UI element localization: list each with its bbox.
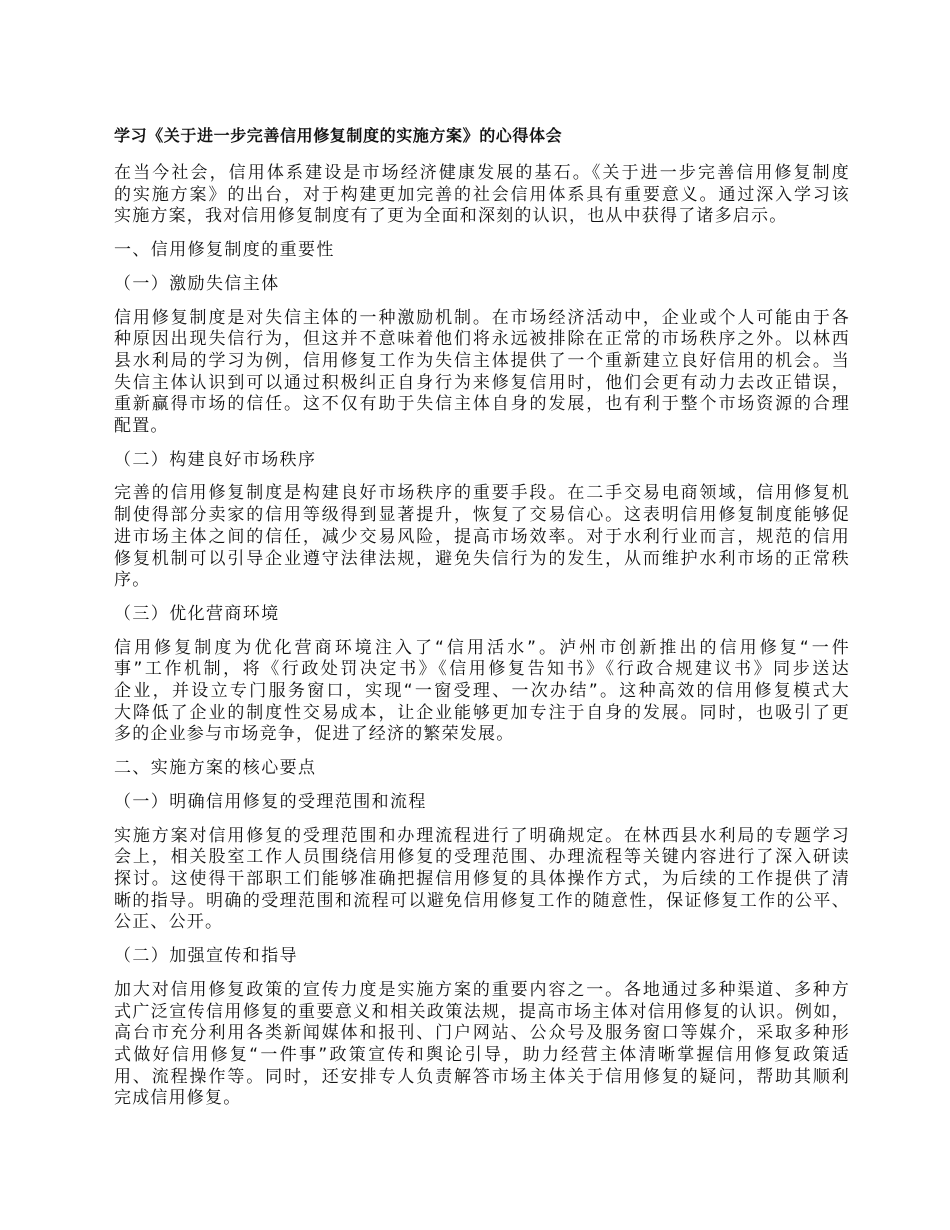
section-heading: （一）激励失信主体 (114, 273, 280, 294)
paragraph-line: 实施方案对信用修复的受理范围和办理流程进行了明确规定。在林西县水利局的专题学习 (114, 825, 850, 846)
paragraph-line: 式做好信用修复“一件事”政策宣传和舆论引导，助力经营主体清晰掌握信用修复政策适 (114, 1044, 850, 1065)
paragraph-line: 进市场主体之间的信任，减少交易风险，提高市场效率。对于水利行业而言，规范的信用 (114, 526, 850, 547)
paragraph (114, 638, 850, 747)
section-heading: （二）加强宣传和指导 (114, 946, 298, 967)
paragraph-line: 多的企业参与市场竞争，促进了经济的繁荣发展。 (114, 724, 515, 745)
paragraph-line: 事”工作机制，将《行政处罚决定书》《信用修复告知书》《行政合规建议书》同步送达 (114, 659, 850, 680)
paragraph-line: 在当今社会，信用体系建设是市场经济健康发展的基石。《关于进一步完善信用修复制度 (114, 163, 850, 183)
document-body (114, 163, 850, 1110)
paragraph-line: 式广泛宣传信用修复的重要意义和相关政策法规，提高市场主体对信用修复的认识。例如， (114, 1001, 850, 1022)
paragraph-line: 企业，并设立专门服务窗口，实现“一窗受理、一次办结”。这种高效的信用修复模式大 (114, 681, 850, 702)
section-heading: （三）优化营商环境 (114, 603, 280, 624)
paragraph-line: 实施方案，我对信用修复制度有了更为全面和深刻的认识，也从中获得了诸多启示。 (114, 206, 788, 227)
section-heading: （二）构建良好市场秩序 (114, 449, 317, 470)
paragraph-line: 县水利局的学习为例，信用修复工作为失信主体提供了一个重新建立良好信用的机会。当 (114, 350, 850, 371)
paragraph (114, 980, 850, 1110)
paragraph-line: 失信主体认识到可以通过积极纠正自身行为来修复信用时，他们会更有动力去改正错误， (114, 372, 850, 393)
paragraph-line: 会上，相关股室工作人员围绕信用修复的受理范围、办理流程等关键内容进行了深入研读 (114, 847, 850, 868)
section-heading: （一）明确信用修复的受理范围和流程 (114, 791, 427, 812)
paragraph (114, 163, 850, 228)
paragraph (114, 308, 850, 438)
paragraph-line: 信用修复制度是对失信主体的一种激励机制。在市场经济活动中，企业或个人可能由于各 (114, 307, 850, 328)
paragraph-line: 完善的信用修复制度是构建良好市场秩序的重要手段。在二手交易电商领域，信用修复机 (114, 483, 850, 504)
section-heading: 二、实施方案的核心要点 (114, 758, 317, 779)
paragraph-line: 信用修复制度为优化营商环境注入了“信用活水”。泸州市创新推出的信用修复“一件 (114, 637, 850, 658)
document-title: 学习《关于进一步完善信用修复制度的实施方案》的心得体会 (114, 126, 563, 145)
section-heading: 一、信用修复制度的重要性 (114, 240, 335, 261)
paragraph-line: 的实施方案》的出台，对于构建更加完善的社会信用体系具有重要意义。通过深入学习该 (114, 184, 850, 205)
paragraph-line: 种原因出现失信行为，但这并不意味着他们将永远被排除在正常的市场秩序之外。以林西 (114, 329, 850, 350)
paragraph-line: 序。 (114, 570, 151, 591)
paragraph-line: 加大对信用修复政策的宣传力度是实施方案的重要内容之一。各地通过多种渠道、多种方 (114, 979, 850, 1000)
paragraph-line: 大降低了企业的制度性交易成本，让企业能够更加专注于自身的发展。同时，也吸引了更 (114, 702, 850, 723)
paragraph-line: 公正、公开。 (114, 912, 224, 933)
paragraph-line: 用、流程操作等。同时，还安排专人负责解答市场主体关于信用修复的疑问，帮助其顺利 (114, 1066, 850, 1087)
paragraph (114, 483, 850, 592)
paragraph-line: 重新赢得市场的信任。这不仅有助于失信主体自身的发展，也有利于整个市场资源的合理 (114, 394, 850, 415)
paragraph (114, 826, 850, 935)
paragraph-line: 探讨。这使得干部职工们能够准确把握信用修复的具体操作方式，为后续的工作提供了清 (114, 868, 850, 889)
paragraph-line: 制使得部分卖家的信用等级得到显著提升，恢复了交易信心。这表明信用修复制度能够促 (114, 505, 850, 526)
paragraph-line: 完成信用修复。 (114, 1088, 242, 1109)
paragraph-line: 晰的指导。明确的受理范围和流程可以避免信用修复工作的随意性，保证修复工作的公平、 (114, 890, 850, 911)
paragraph-line: 配置。 (114, 416, 169, 437)
paragraph-line: 修复机制可以引导企业遵守法律法规，避免失信行为的发生，从而维护水利市场的正常秩 (114, 548, 850, 569)
document-page (114, 126, 850, 1122)
paragraph-line: 高台市充分利用各类新闻媒体和报刊、门户网站、公众号及服务窗口等媒介，采取多种形 (114, 1023, 850, 1044)
